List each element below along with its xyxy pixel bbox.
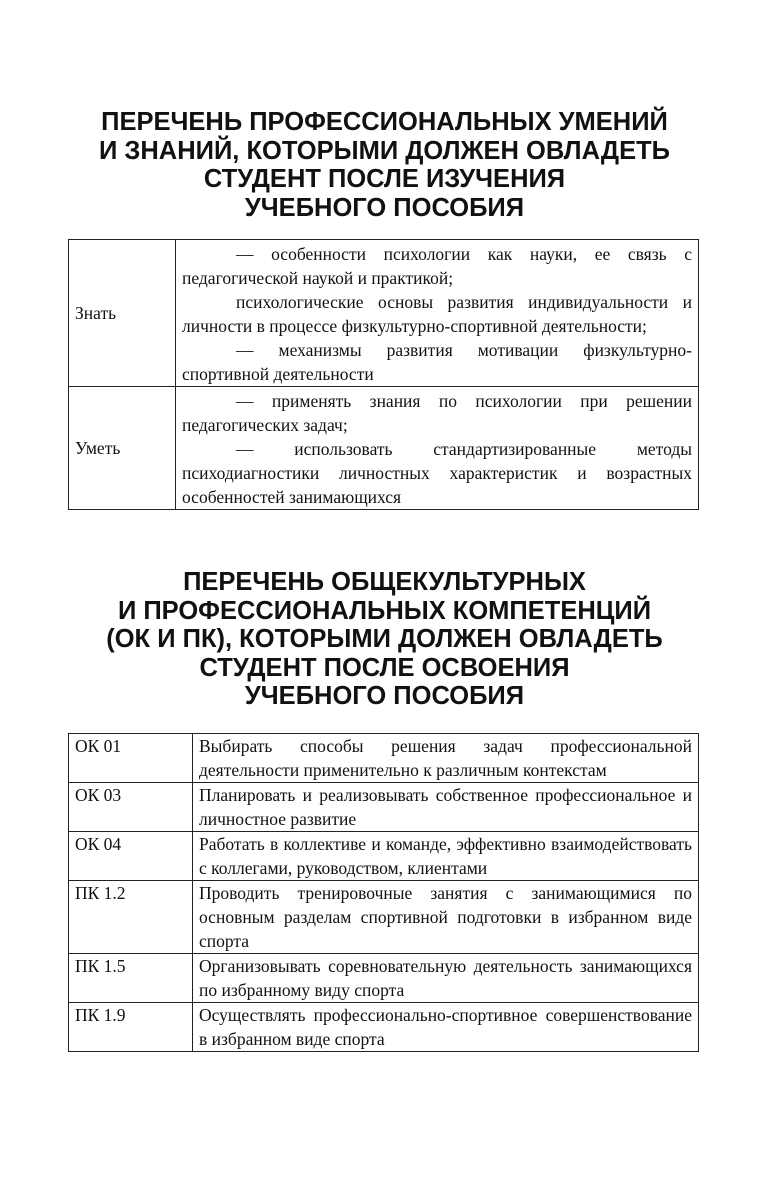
- heading-line: (ОК И ПК), КОТОРЫМИ ДОЛЖЕН ОВЛАДЕТЬ: [106, 625, 663, 653]
- heading-line: ПЕРЕЧЕНЬ ОБЩЕКУЛЬТУРНЫХ: [183, 568, 586, 596]
- table-row-can: [69, 387, 699, 510]
- list-item: — особенности психологии как науки, ее связь с педагогической наукой и практикой;: [182, 244, 692, 288]
- competency-code: ОК 03: [69, 783, 193, 832]
- table-row: [69, 734, 699, 783]
- heading-line: СТУДЕНТ ПОСЛЕ ОСВОЕНИЯ: [199, 653, 570, 682]
- table-row: [69, 1003, 699, 1052]
- list-item: психологические основы развития индивидуальности и личности в процессе физкультурно-спортивной деятельности;: [182, 292, 692, 336]
- competency-code: ОК 01: [69, 734, 193, 783]
- competency-text: Проводить тренировочные занятия с занимающимися по основным разделам спортивной подготовки в избранном виде спорта: [193, 881, 699, 954]
- heading-line: И ПРОФЕССИОНАЛЬНЫХ КОМПЕТЕНЦИЙ: [117, 596, 652, 625]
- competency-text: Планировать и реализовывать собственное профессиональное и личностное развитие: [193, 783, 699, 832]
- table-row: [69, 832, 699, 881]
- table-row: [69, 783, 699, 832]
- table-row: [69, 954, 699, 1003]
- competency-text: Выбирать способы решения задач профессиональной деятельности применительно к различным контекстам: [193, 734, 699, 783]
- heading-line: УЧЕБНОГО ПОСОБИЯ: [244, 193, 525, 222]
- row-content: [176, 387, 699, 510]
- heading-line: СТУДЕНТ ПОСЛЕ ИЗУЧЕНИЯ: [203, 165, 566, 193]
- heading-line: И ЗНАНИЙ, КОТОРЫМИ ДОЛЖЕН ОВЛАДЕТЬ: [98, 136, 671, 165]
- competency-text: Работать в коллективе и команде, эффективно взаимодействовать с коллегами, руководством, клиентами: [193, 832, 699, 881]
- competency-code: ОК 04: [69, 832, 193, 881]
- competency-code: ПК 1.9: [69, 1003, 193, 1052]
- competency-code: ПК 1.5: [69, 954, 193, 1003]
- row-content: [176, 240, 699, 387]
- heading-line: УЧЕБНОГО ПОСОБИЯ: [244, 682, 525, 710]
- competencies-table: [68, 733, 699, 1052]
- competencies-heading: [0, 568, 769, 711]
- row-label: Знать: [69, 240, 176, 387]
- competency-code: ПК 1.2: [69, 881, 193, 954]
- table-row-know: [69, 240, 699, 387]
- skills-table: [68, 239, 699, 510]
- list-item: — использовать стандартизированные методы психодиагностики личностных характеристик и возрастных особенностей занимающихся: [182, 439, 692, 507]
- competency-text: Осуществлять профессионально-спортивное совершенствование в избранном виде спорта: [193, 1003, 699, 1052]
- list-item: — механизмы развития мотивации физкультурно-спортивной деятельности: [182, 340, 692, 384]
- list-item: — применять знания по психологии при решении педагогических задач;: [182, 391, 692, 435]
- row-label: Уметь: [69, 387, 176, 510]
- table-row: [69, 881, 699, 954]
- heading-line: ПЕРЕЧЕНЬ ПРОФЕССИОНАЛЬНЫХ УМЕНИЙ: [101, 108, 668, 136]
- skills-heading: [0, 108, 769, 222]
- competency-text: Организовывать соревновательную деятельность занимающихся по избранному виду спорта: [193, 954, 699, 1003]
